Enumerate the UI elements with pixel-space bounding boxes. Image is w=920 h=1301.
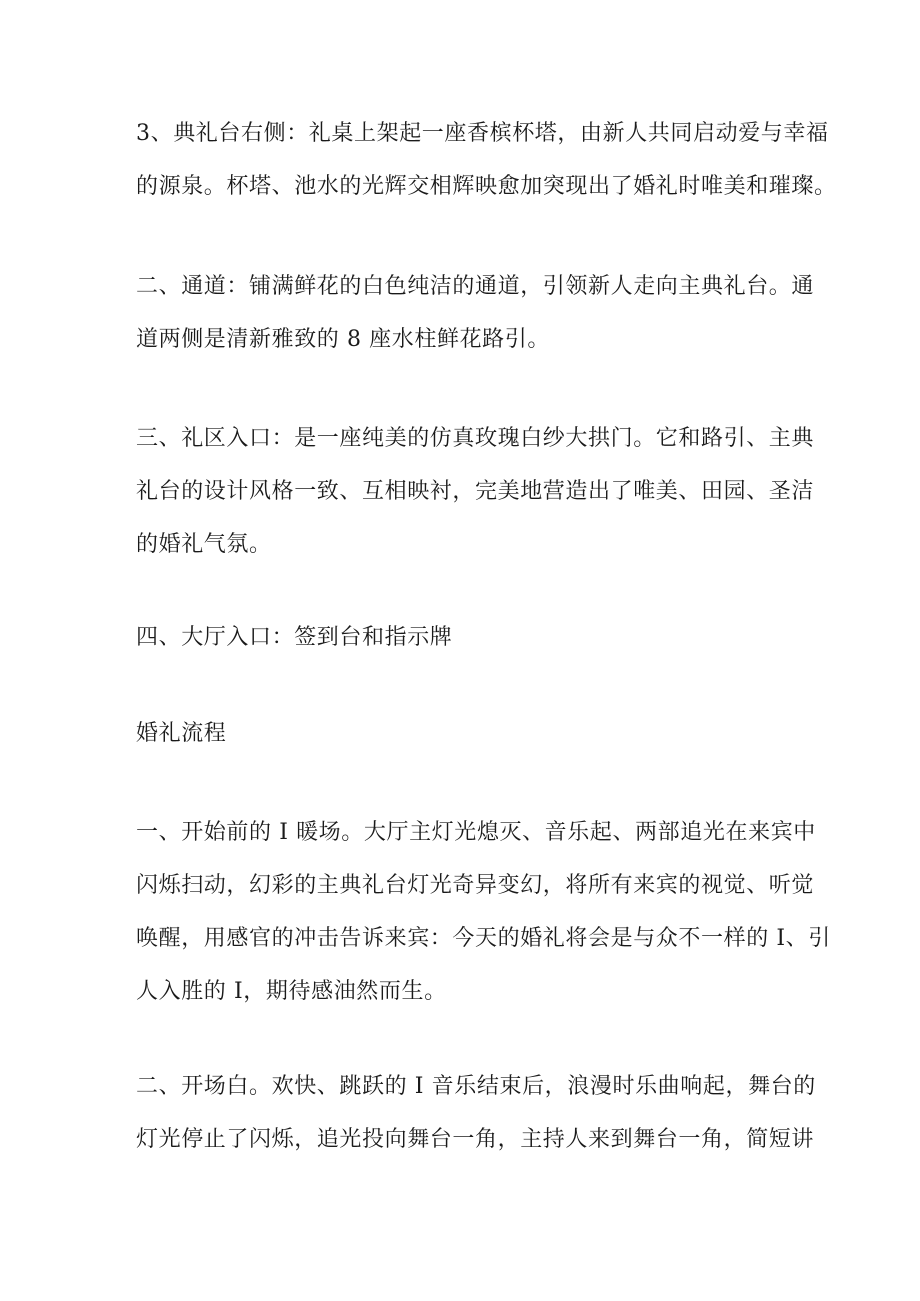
text-line: 的婚礼气氛。 <box>136 532 272 557</box>
text-line: 3、典礼台右侧：礼桌上架起一座香槟杯塔，由新人共同启动爱与幸福 <box>136 121 829 146</box>
text-line: 婚礼流程 <box>136 721 227 746</box>
text-line: 人入胜的 I，期待感油然而生。 <box>136 979 447 1004</box>
paragraph-ceremony-entrance <box>136 412 815 571</box>
section-heading-wedding-process <box>136 707 808 760</box>
text-line: 礼台的设计风格一致、互相映衬，完美地营造出了唯美、田园、圣洁 <box>136 479 815 504</box>
text-line: 二、通道：铺满鲜花的白色纯洁的通道，引领新人走向主典礼台。通 <box>136 274 815 299</box>
text-line: 一、开始前的 I 暖场。大厅主灯光熄灭、音乐起、两部追光在来宾中 <box>136 820 816 845</box>
paragraph-cake-tower <box>136 107 837 213</box>
text-line: 闪烁扫动，幻彩的主典礼台灯光奇异变幻，将所有来宾的视觉、听觉 <box>136 873 815 898</box>
text-line: 唤醒，用感官的冲击告诉来宾：今天的婚礼将会是与众不一样的 I、引 <box>136 926 831 951</box>
text-line: 四、大厅入口：签到台和指示牌 <box>136 625 453 650</box>
paragraph-aisle <box>136 260 815 366</box>
text-line: 的源泉。杯塔、池水的光辉交相辉映愈加突现出了婚礼时唯美和璀璨。 <box>136 174 837 199</box>
text-line: 道两侧是清新雅致的 8 座水柱鲜花路引。 <box>136 327 550 352</box>
text-line: 三、礼区入口：是一座纯美的仿真玫瑰白纱大拱门。它和路引、主典 <box>136 426 815 451</box>
text-line: 灯光停止了闪烁，追光投向舞台一角，主持人来到舞台一角，简短讲 <box>136 1127 815 1152</box>
text-line: 二、开场白。欢快、跳跃的 I 音乐结束后，浪漫时乐曲响起，舞台的 <box>136 1074 816 1099</box>
paragraph-opening <box>136 1060 816 1166</box>
paragraph-warm-up <box>136 806 831 1018</box>
paragraph-hall-entrance <box>136 611 808 664</box>
